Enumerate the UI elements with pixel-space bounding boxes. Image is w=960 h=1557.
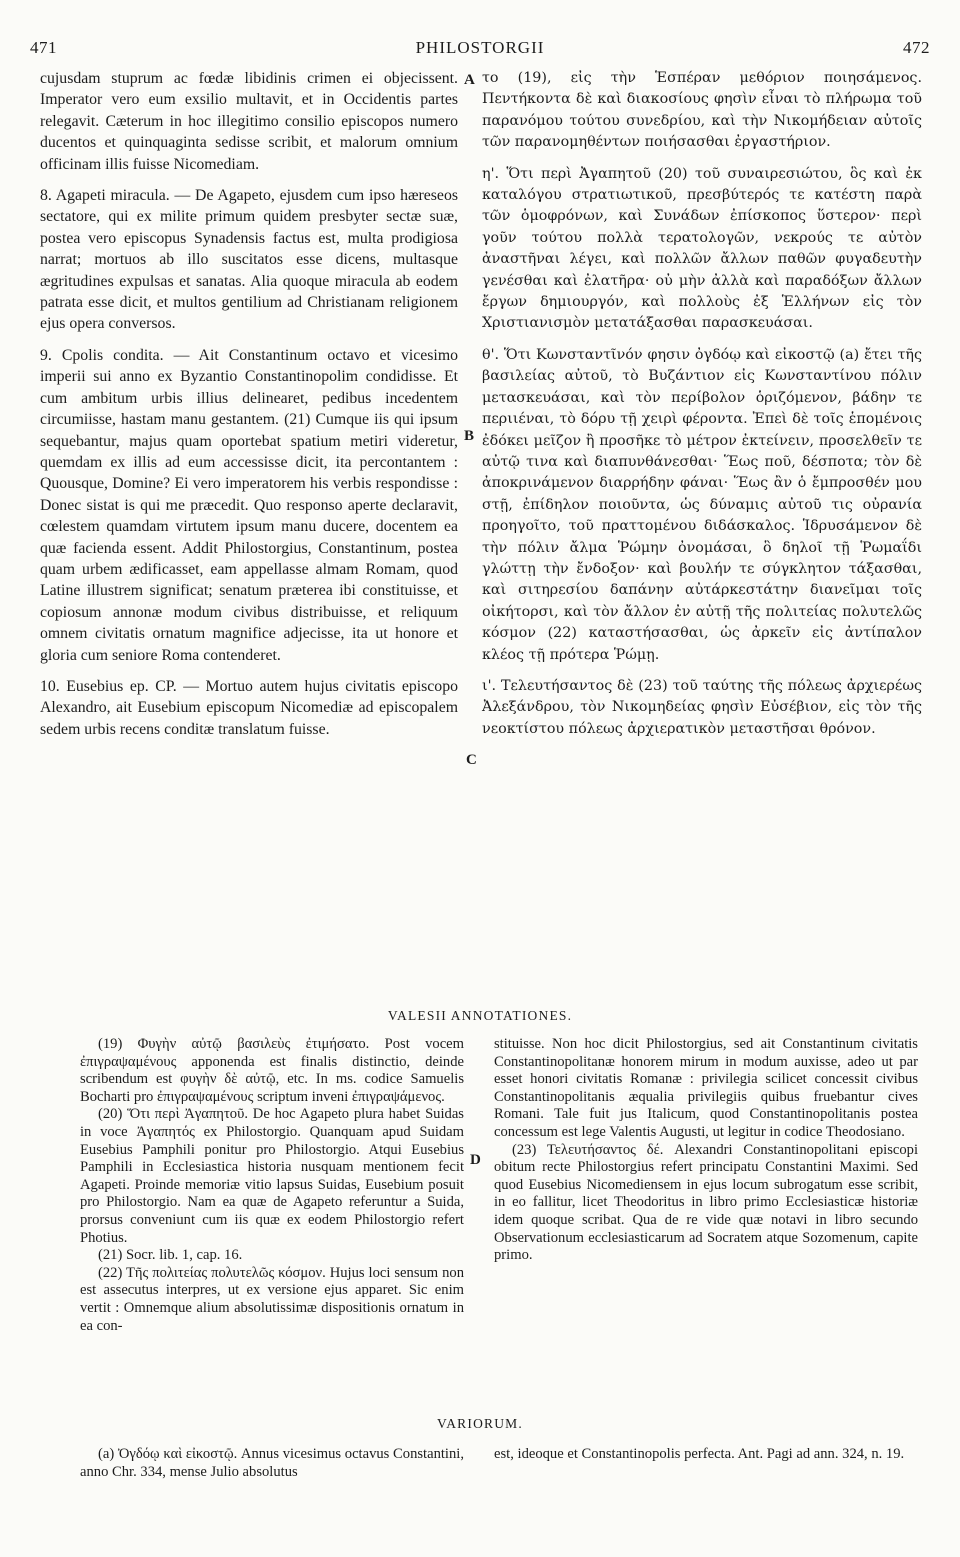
margin-marker-c: C [466,752,477,768]
margin-marker-a: A [464,72,475,88]
latin-paragraph: 9. Cpolis condita. — Ait Constantinum octavo et vicesimo imperii sui anno ex Byzantio Constantinopolim condidisse. Et cum ambitum urbis illius delinearet, pedibus incedentem circumiisse, hastam manu gestantem. (21) Cumque iis qui ipsum sequebantur, majus quam oportebat spatium metiri videretur, quemdam ex illis ad eum accessisse dicit, ita percontantem : Quousque, Domine? Ei vero imperatorem his verbis respondisse : Donec sistat is qui me præcedit. Quo responso aperte declaravit, cœlestem quamdam virtutem ipsum manu ducere, docentem ea quæ facienda essent. Addit Philostorgius, Constantinum, postea quam urbem ædificasset, eam appellasse almam Romam, quod Latine illustrem significat; senatum præterea ibi constituisse, et copiosum annonæ modum civibus distribuisse, et reliquum omnem civitatis ornatum magnifice adjecisse, ita ut honore et gloria cum seniore Roma contenderet. [40,346,458,664]
annotation-note: (21) Socr. lib. 1, cap. 16. [98,1247,243,1264]
annotations-left-column [80,1036,464,1335]
latin-paragraph: 8. Agapeti miracula. — De Agapeto, ejusdem cum ipso hæreseos sectatore, qui ex milite primum quidem presbyter sectæ suæ, postea vero episcopus Synadensis factus est, multa prodigiosa narrat; mortuos ab illo suscitatos esse dicens, multasque ægritudines expulsas et sanatas. Alia quoque miracula ab eodem patrata esse dicit, et multos gentilium ad Christianam religionem ejus opera conversos. [40,187,458,333]
annotation-note: (20) Ὅτι περὶ Ἀγαπητοῦ. De hoc Agapeto plura habet Suidas in voce Ἀγαπητός ex Philostorgio. Quanquam apud Suidam Eusebius Pamphili ponitur pro Philostorgio. Atqui Eusebius Pamphili in Ecclesiastica historia nusquam mentionem fecit Agapeti. Proinde memoriæ vitio lapsus Suidas, Eusebium posuit pro Philostorgio. Nam ea quæ de Agapeto referuntur a Suida, prorsus conveniunt cum iis quæ ex eodem Philostorgio refert Photius. [80,1106,464,1246]
annotation-note: (22) Τῆς πολιτείας πολυτελῶς κόσμον. Hujus loci sensum non est assecutus interpres, ut ex versione ejus apparet. Sic enim vertit : Omnemque alium absolutissimæ dispositionis ornatum in ea con- [80,1264,464,1334]
greek-paragraph: θ'. Ὅτι Κωνσταντῖνόν φησιν ὀγδόῳ καὶ εἰκοστῷ (a) ἔτει τῆς βασιλείας αὐτοῦ, τὸ Βυζάντιον εἰς Κωνσταντίνου πόλιν μετασκευάσαι, καὶ τὸν περίβολον ὁριζόμενον, βάδην τε περιιέναι, τὸ δόρυ τῇ χειρὶ φέροντα. Ἐπεὶ δὲ τοῖς ἑπομένοις ἐδόκει μεῖζον ἢ προσῆκε τὸ μέτρον ἐκτείνειν, προσελθεῖν τε αὐτῷ τινα καὶ διαπυνθάνεσθαι· Ἕως ποῦ, δέσποτα; τὸν δὲ ἀποκρινάμενον διαρρήδην φάναι· Ἕως ἂν ὁ ἔμπροσθέν μου στῇ, ἐπίδηλον ποιοῦντα, ὡς δύναμις αὐτοῦ τις οὐρανία προηγοῖτο, τοῦ πραττομένου διδάσκαλος. Ἱδρυσάμενον δὲ τὴν πόλιν ἄλμα Ῥώμην ὀνομάσαι, ὃ δηλοῖ τῇ Ῥωμαΐδι γλώττῃ τὴν ἔνδοξον· καὶ βουλήν τε σύγκλητον τάξασθαι, καὶ σιτηρεσίου δαπάνην αὐτάρκεστάτην διανεῖμαι τοῖς οἰκήτορσι, καὶ τὸν ἄλλον ἐν αὐτῇ τῆς πολιτείας πολυτελῶς κόσμον (22) καταστήσασθαι, ὡς ἀρκεῖν εἰς ἀντίπαλον κλέος τῇ πρότερα Ῥώμῃ. [482,346,922,663]
variorum-heading: VARIORUM. [437,1416,523,1431]
annotations-heading: VALESII ANNOTATIONES. [387,1008,573,1023]
latin-column [40,68,458,750]
page-number-right: 472 [903,38,930,57]
running-title: PHILOSTORGII [415,38,545,57]
margin-marker-d: D [470,1152,481,1168]
margin-marker-b: B [464,428,475,444]
latin-paragraph: cujusdam stuprum ac fœdæ libidinis crimen ei objecissent. Imperator vero eum exsilio multavit, et in Occidentis partes relegavit. Cæterum in hoc illegitimo consilio episcopos numero ducentos et quinquaginta sedisse scribit, et malorum omnium officinam illis fuisse Nicomediam. [40,70,458,173]
annotations-right-column [494,1036,918,1265]
variorum-note: (a) Ὀγδόῳ καὶ εἰκοστῷ. Annus vicesimus octavus Constantini, anno Chr. 334, mense Julio absolutus [80,1446,464,1480]
annotation-note: (23) Τελευτήσαντος δέ. Alexandri Constantinopolitani episcopi obitum recte Philostorgius refert principatu Constantini Maximi. Sed quod Eusebius Nicomediensem in ejus locum subrogatum esse scribit, in eo fallitur, licet Theodoritus in libro primo Ecclesiasticæ historiæ idem quoque scribat. Qua de re vide quæ notavi in libro secundo Observationum ecclesiasticarum ad Socratem atque Sozomenum, capite primo. [494,1141,918,1264]
page-number-left: 471 [30,38,57,57]
variorum-right-column [494,1446,918,1464]
annotation-note: (19) Φυγὴν αὐτῷ βασιλεὺς ἐτιμήσατο. Post vocem ἐπιγραψαμένους apponenda est finalis distinctio, deinde scribendum est φυγὴν δὲ αὐτῷ, etc. In ms. codice Samuelis Bocharti pro ἐπιγραψαμένους scriptum inveni ἐπιγραψάμενος. [80,1036,464,1105]
greek-paragraph: το (19), εἰς τὴν Ἑσπέραν μεθόριον ποιησάμενος. Πεντήκοντα δὲ καὶ διακοσίους φησὶν εἶναι τὸ πλήρωμα τοῦ παρανόμου τούτου συνεδρίου, καὶ τὴν Νικομήδειαν αὐτοῖς τῶν παρανομηθέντων ποιήσασθαι ἐργαστήριον. [482,70,922,151]
annotation-note: stituisse. Non hoc dicit Philostorgius, sed ait Constantinum civitatis Constantinopolitanæ honorem mirum in modum auxisse, adeo ut par esset honori civitatis Romanæ : privilegia scilicet concessit civibus Constantinopolitanis æqualia privilegiis quibus fruebantur cives Romani. Tale fuit jus Italicum, quod Constantinopolitanis postea concessum est lege Valentis Augusti, ut legitur in codice Theodosiano. [494,1036,918,1140]
variorum-left-column [80,1446,464,1481]
running-header [30,38,930,64]
greek-column [482,68,922,750]
latin-paragraph: 10. Eusebius ep. CP. — Mortuo autem hujus civitatis episcopo Alexandro, ait Eusebium episcopum Nicomediæ ad episcopalem sedem urbis recens conditæ translatum fuisse. [40,677,458,738]
greek-paragraph: η'. Ὅτι περὶ Ἀγαπητοῦ (20) τοῦ συναιρεσιώτου, ὃς καὶ ἐκ καταλόγου στρατιωτικοῦ, πρεσβύτερός τε κατέστη παρὰ τῶν ὁμοφρόνων, καὶ Συνάδων ἐπίσκοπος ὕστερον· περὶ γοῦν τούτου πολλὰ τερατολογῶν, νεκρούς τε αὐτὸν ἀναστῆναι λέγει, καὶ πολλῶν ἄλλων παθῶν φυγαδευτὴν γενέσθαι καὶ ἐλατῆρα· οὐ μὴν ἀλλὰ καὶ παραδόξων ἄλλων ἔργων δημιουργόν, καὶ πολλοὺς ἐξ Ἑλλήνων εἰς τὸν Χριστιανισμὸν μετατάξασθαι παρασκευάσαι. [482,165,922,332]
variorum-note: est, ideoque et Constantinopolis perfecta. Ant. Pagi ad ann. 324, n. 19. [494,1446,905,1462]
greek-paragraph: ι'. Τελευτήσαντος δὲ (23) τοῦ ταύτης τῆς πόλεως ἀρχιερέως Ἀλεξάνδρου, τὸν Νικομηδείας φησὶν Εὐσέβιον, εἰς τὸν τῆς νεοκτίστου πόλεως ἀρχιερατικὸν μεταστῆσαι θρόνον. [482,677,922,737]
